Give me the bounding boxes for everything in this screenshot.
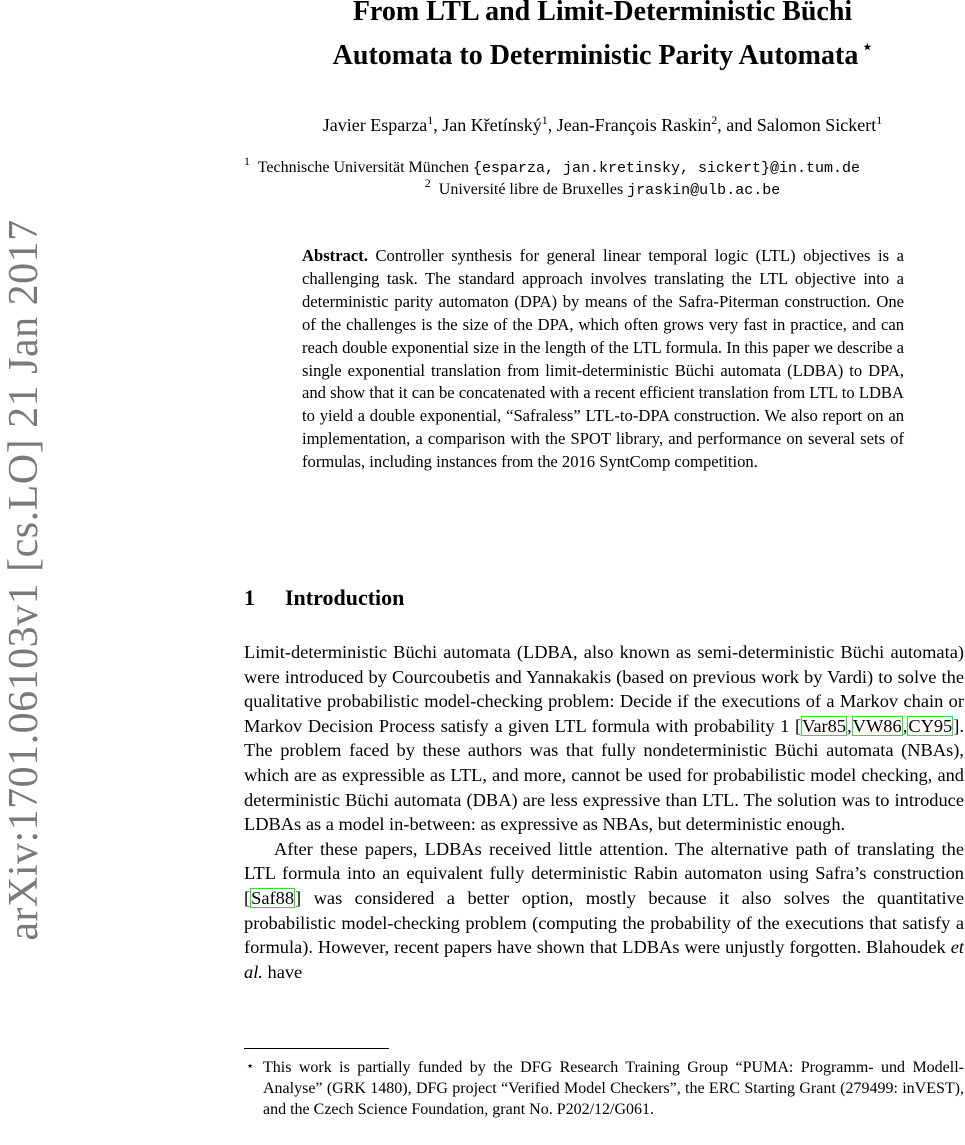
author-name: Jean-François Raskin bbox=[556, 115, 712, 135]
citation-link[interactable]: Saf88 bbox=[251, 887, 295, 908]
citation-link[interactable]: CY95 bbox=[908, 715, 953, 736]
author-separator: , bbox=[433, 115, 443, 135]
paragraph-text: Limit-deterministic Büchi automata (LDBA, also known as semi-deterministic Büchi automata) were introduced by Courcoubetis and Yannakakis (based on previous work by Vardi) to solve the qualitative probabilistic model-checking problem: Decide if the executions of a Markov chain or Markov Decision Process satisfy a given LTL formula with probability 1 [ bbox=[244, 642, 964, 736]
paragraph: Limit-deterministic Büchi automata (LDBA, also known as semi-deterministic Büchi automata) were introduced by Courcoubetis and Yannakakis (based on previous work by Vardi) to solve the qualitative probabilistic model-checking problem: Decide if the executions of a Markov chain or Markov Decision Process satisfy a given LTL formula with probability 1 [Var85,VW86,CY95]. The problem faced by these authors was that fully nondeterministic Büchi automata (NBAs), which are as expressible as LTL, and more, cannot be used for probabilistic model checking, and deterministic Büchi automata (DBA) are less expressive than LTL. The solution was to introduce LDBAs as a model in-between: as expressive as NBAs, but deterministic enough. bbox=[244, 642, 964, 835]
affil-email[interactable]: jraskin@ulb.ac.be bbox=[627, 182, 781, 199]
paragraph-text: ] was considered a better option, mostly because it also solves the quantitative probabilistic model-checking problem (computing the probability of the executions that satisfy a formula). However, recent papers have shown that LDBAs were unjustly forgotten. Blahoudek bbox=[244, 887, 964, 958]
title-footnote-star[interactable]: ⋆ bbox=[862, 39, 873, 56]
paragraph-text: After these papers, LDBAs received little attention. The alternative path of translating the LTL formula into an equivalent fully deterministic Rabin automaton using Safra’s construction [ bbox=[244, 838, 964, 908]
affil-institution: Technische Universität München bbox=[257, 159, 469, 176]
paragraph-text: have bbox=[262, 961, 303, 982]
author-affil-mark: 1 bbox=[427, 113, 434, 127]
author-name: Salomon Sickert bbox=[756, 115, 877, 135]
abstract bbox=[302, 245, 904, 474]
emphasis: et al. bbox=[244, 937, 964, 982]
footnote-rule bbox=[244, 1048, 389, 1049]
author-affil-mark: 1 bbox=[876, 113, 883, 127]
affiliation-2 bbox=[240, 176, 965, 201]
abstract-text: Controller synthesis for general linear temporal logic (LTL) objectives is a challenging task. The standard approach involves translating the LTL objective into a deterministic parity automaton (DPA) by means of the Safra-Piterman construction. One of the challenges is the size of the DPA, which often grows very fast in practice, and can reach double exponential size in the length of the LTL formula. In this paper we describe a single exponential translation from limit-deterministic Büchi automata (LDBA) to DPA, and show that it can be concatenated with a recent efficient translation from LTL to LDBA to yield a double exponential, “Safraless” LTL-to-DPA construction. We also report on an implementation, a comparison with the SPOT library, and performance on several sets of formulas, including instances from the 2016 SyntComp competition. bbox=[302, 246, 904, 472]
affil-mark: 2 bbox=[424, 176, 431, 190]
author-name: Javier Esparza bbox=[322, 115, 428, 135]
abstract-label: Abstract. bbox=[302, 246, 368, 265]
author-name: Jan Křetínský bbox=[442, 115, 542, 135]
section-number: 1 bbox=[244, 585, 255, 610]
author-separator: , and bbox=[717, 115, 757, 135]
arxiv-stamp bbox=[0, 0, 50, 1145]
paper-title bbox=[240, 0, 965, 74]
section-title: Introduction bbox=[285, 585, 405, 610]
footnote bbox=[244, 1057, 964, 1120]
paragraph bbox=[244, 837, 964, 985]
section-heading bbox=[244, 585, 404, 611]
author-affil-mark: 1 bbox=[541, 113, 548, 127]
affil-email[interactable]: {esparza, jan.kretinsky, sickert}@in.tum.de bbox=[472, 160, 861, 177]
paragraph-text: ]. The problem faced by these authors was that fully nondeterministic Büchi automata (NBAs), which are as expressible as LTL, and more, cannot be used for probabilistic model checking, and deterministic Büchi automata (DBA) are less expressive than LTL. The solution was to introduce LDBAs as a model in-between: as expressive as NBAs, but deterministic enough. bbox=[244, 715, 964, 835]
author-separator: , bbox=[547, 115, 557, 135]
author-list bbox=[240, 113, 965, 137]
affil-institution: Université libre de Bruxelles bbox=[438, 181, 624, 198]
citation-link[interactable]: VW86 bbox=[852, 715, 902, 736]
author-affil-mark: 2 bbox=[711, 113, 718, 127]
affil-mark: 1 bbox=[244, 154, 250, 168]
footnote-text: This work is partially funded by the DFG Research Training Group “PUMA: Programm- und Modell-Analyse” (GRK 1480), DFG project “Verified Model Checkers”, the ERC Starting Grant (279499: inVEST), and the Czech Science Foundation, grant No. P202/12/G061. bbox=[263, 1059, 964, 1118]
arxiv-stamp-text: arXiv:1701.06103v1 [cs.LO] 21 Jan 2017 bbox=[1, 219, 47, 941]
citation-link[interactable]: Var85 bbox=[802, 715, 847, 736]
affiliation-1 bbox=[244, 154, 965, 179]
title-line-1: From LTL and Limit-Deterministic Büchi bbox=[352, 0, 853, 27]
footnote-mark: ⋆ bbox=[246, 1058, 255, 1073]
title-line-2: Automata to Deterministic Parity Automata bbox=[332, 40, 859, 71]
body-text bbox=[244, 640, 964, 984]
